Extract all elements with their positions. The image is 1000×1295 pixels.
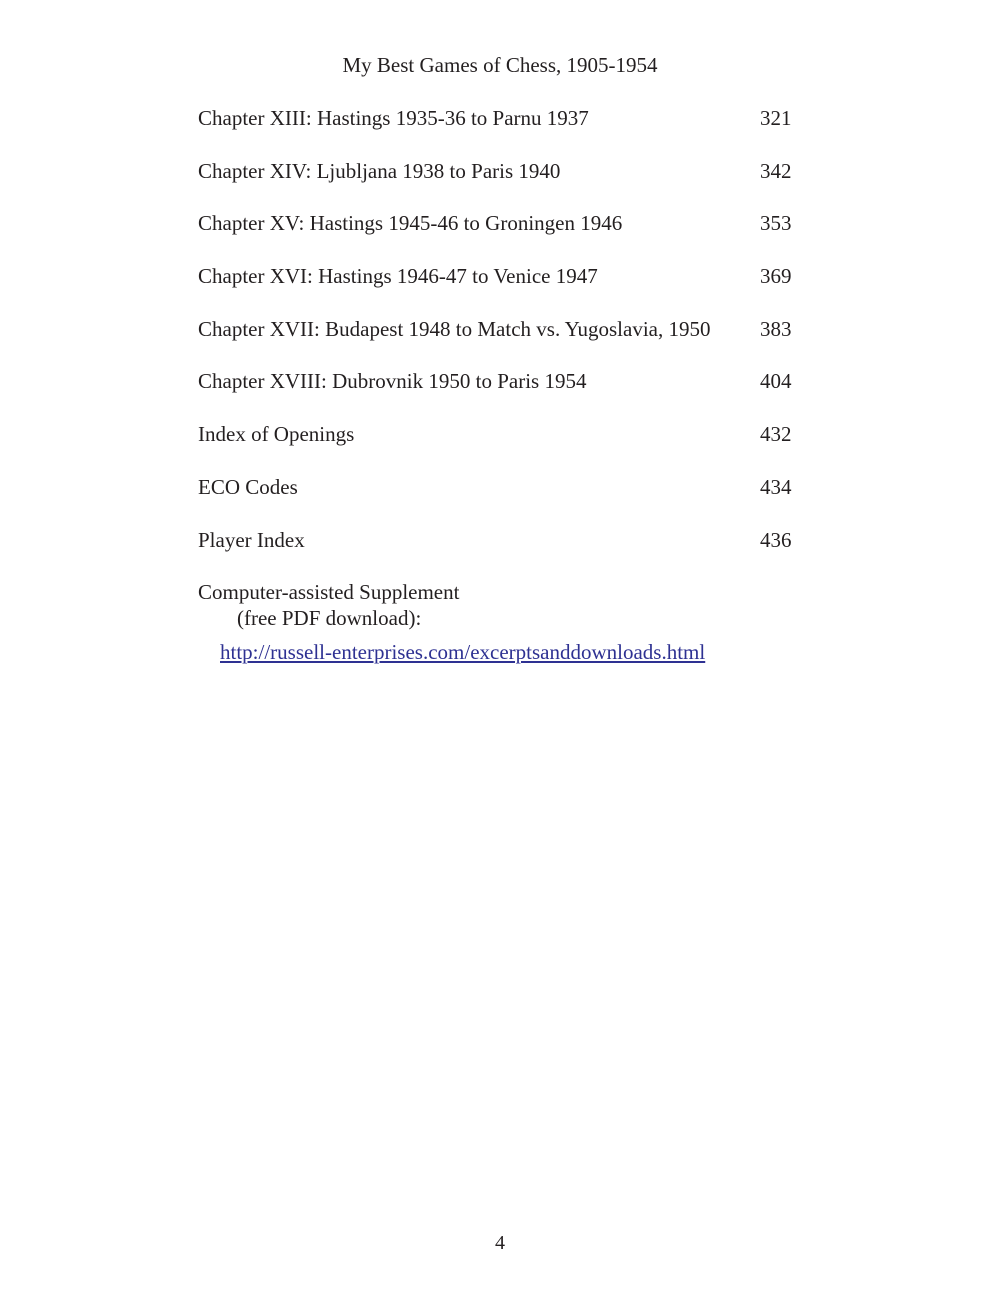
toc-entry-title: Chapter XV: Hastings 1945-46 to Groningen 1946 — [198, 211, 623, 236]
toc-entry-page: 432 — [760, 422, 792, 447]
toc-entry-page: 434 — [760, 474, 792, 499]
toc-entry-title: Index of Openings — [198, 422, 355, 447]
supplement-download-link[interactable]: http://russell-enterprises.com/excerptsanddownloads.html — [220, 640, 706, 664]
toc-entry — [198, 367, 798, 420]
toc-entry-page: 436 — [760, 527, 792, 552]
toc-entry-page: 369 — [760, 264, 792, 289]
toc-entry — [198, 420, 798, 473]
toc-entry — [198, 473, 798, 526]
toc-entry-title: Chapter XVII: Budapest 1948 to Match vs. Yugoslavia, 1950 — [198, 316, 711, 341]
supplement-title: Computer-assisted Supplement — [198, 580, 460, 604]
toc-entry-title: Chapter XIII: Hastings 1935-36 to Parnu 1937 — [198, 106, 589, 130]
supplement-subtitle: (free PDF download): — [237, 606, 422, 630]
toc-entry-page: 353 — [760, 211, 792, 236]
toc-entry-page: 404 — [760, 369, 792, 394]
page-number: 4 — [495, 1232, 505, 1254]
table-of-contents — [198, 104, 798, 578]
toc-entry — [198, 526, 798, 579]
toc-entry — [198, 157, 798, 210]
toc-entry — [198, 209, 798, 262]
running-head: My Best Games of Chess, 1905-1954 — [342, 53, 658, 77]
toc-entry-page: 383 — [760, 316, 792, 341]
toc-entry-title: Chapter XVIII: Dubrovnik 1950 to Paris 1954 — [198, 369, 587, 394]
toc-entry-title: Player Index — [198, 527, 305, 552]
toc-entry — [198, 262, 798, 315]
toc-entry — [198, 315, 798, 368]
toc-entry-page: 342 — [760, 158, 792, 183]
toc-entry-title: Chapter XIV: Ljubljana 1938 to Paris 1940 — [198, 158, 561, 183]
toc-entry-page: 321 — [760, 106, 792, 130]
supplement-note — [198, 579, 459, 631]
toc-entry-title: ECO Codes — [198, 474, 298, 499]
toc-entry-title: Chapter XVI: Hastings 1946-47 to Venice 1947 — [198, 264, 598, 289]
toc-entry — [198, 104, 798, 157]
